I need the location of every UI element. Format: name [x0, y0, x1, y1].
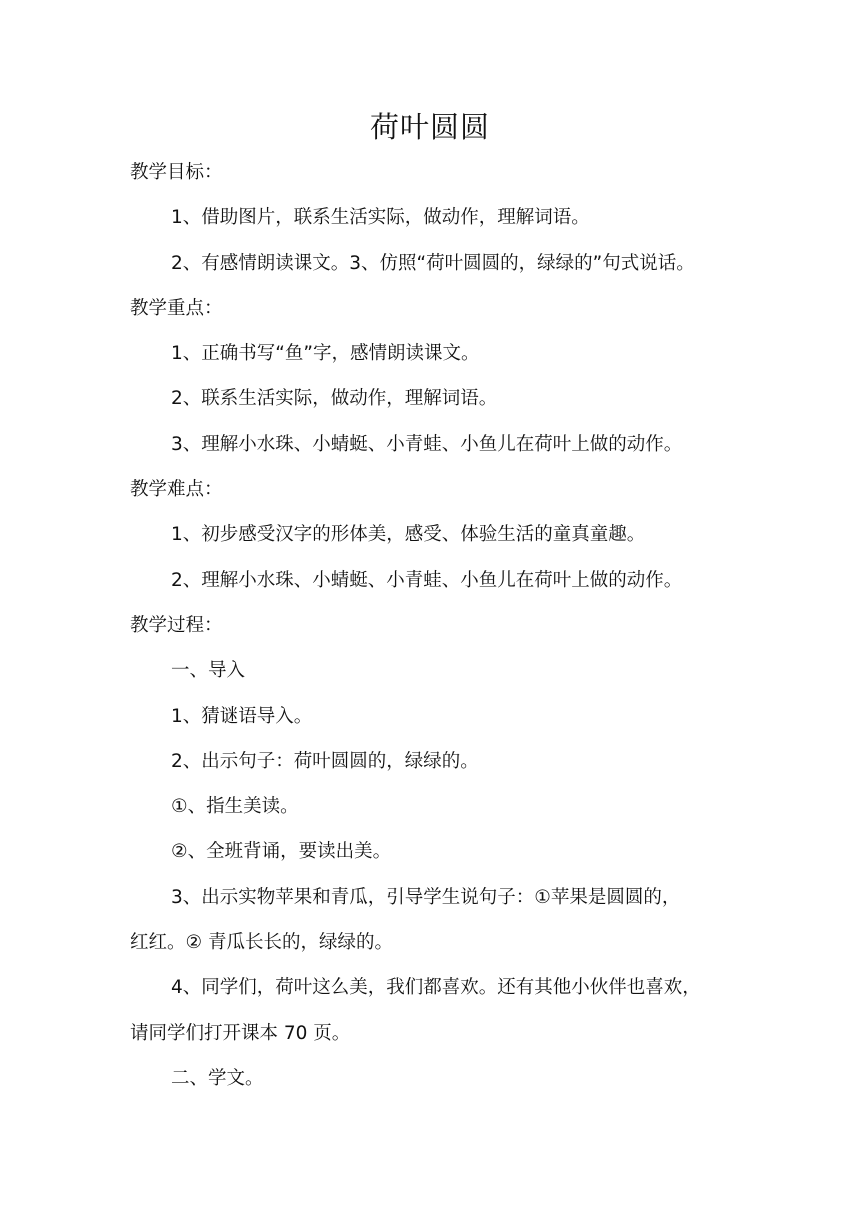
key-point-2: 2、联系生活实际，做动作，理解词语。	[171, 388, 498, 410]
document-title: 荷叶圆圆	[369, 110, 490, 144]
section-introduction: 一、导入	[171, 660, 246, 682]
process-substep-1: ①、指生美读。	[171, 796, 299, 818]
heading-teaching-goals: 教学目标：	[130, 162, 223, 183]
process-step-1: 1、猜谜语导入。	[171, 705, 313, 727]
document-body	[130, 150, 740, 1101]
process-step-3: 3、出示实物苹果和青瓜，引导学生说句子：①苹果是圆圆的，	[171, 886, 681, 908]
process-step-3-continued: 红红。② 青瓜长长的，绿绿的。	[130, 932, 393, 954]
process-step-4-continued: 请同学们打开课本 70 页。	[130, 1022, 351, 1044]
key-point-3: 3、理解小水珠、小蜻蜓、小青蛙、小鱼儿在荷叶上做的动作。	[171, 433, 683, 455]
process-step-2: 2、出示句子：荷叶圆圆的，绿绿的。	[171, 750, 479, 772]
goal-item-2-3: 2、有感情朗读课文。3、仿照“荷叶圆圆的，绿绿的”句式说话。	[171, 252, 695, 274]
process-substep-2: ②、全班背诵，要读出美。	[171, 841, 392, 863]
section-study-text: 二、学文。	[171, 1067, 264, 1089]
heading-process: 教学过程：	[130, 614, 223, 636]
heading-key-points: 教学重点：	[130, 297, 223, 319]
key-point-1: 1、正确书写“鱼”字，感情朗读课文。	[171, 343, 480, 365]
heading-difficulties: 教学难点：	[130, 479, 223, 501]
difficulty-1: 1、初步感受汉字的形体美，感受、体验生活的童真童趣。	[171, 524, 646, 546]
goal-item-1: 1、借助图片，联系生活实际，做动作，理解词语。	[171, 207, 590, 229]
process-step-4: 4、同学们，荷叶这么美，我们都喜欢。还有其他小伙伴也喜欢，	[171, 977, 701, 999]
difficulty-2: 2、理解小水珠、小蜻蜓、小青蛙、小鱼儿在荷叶上做的动作。	[171, 569, 683, 591]
